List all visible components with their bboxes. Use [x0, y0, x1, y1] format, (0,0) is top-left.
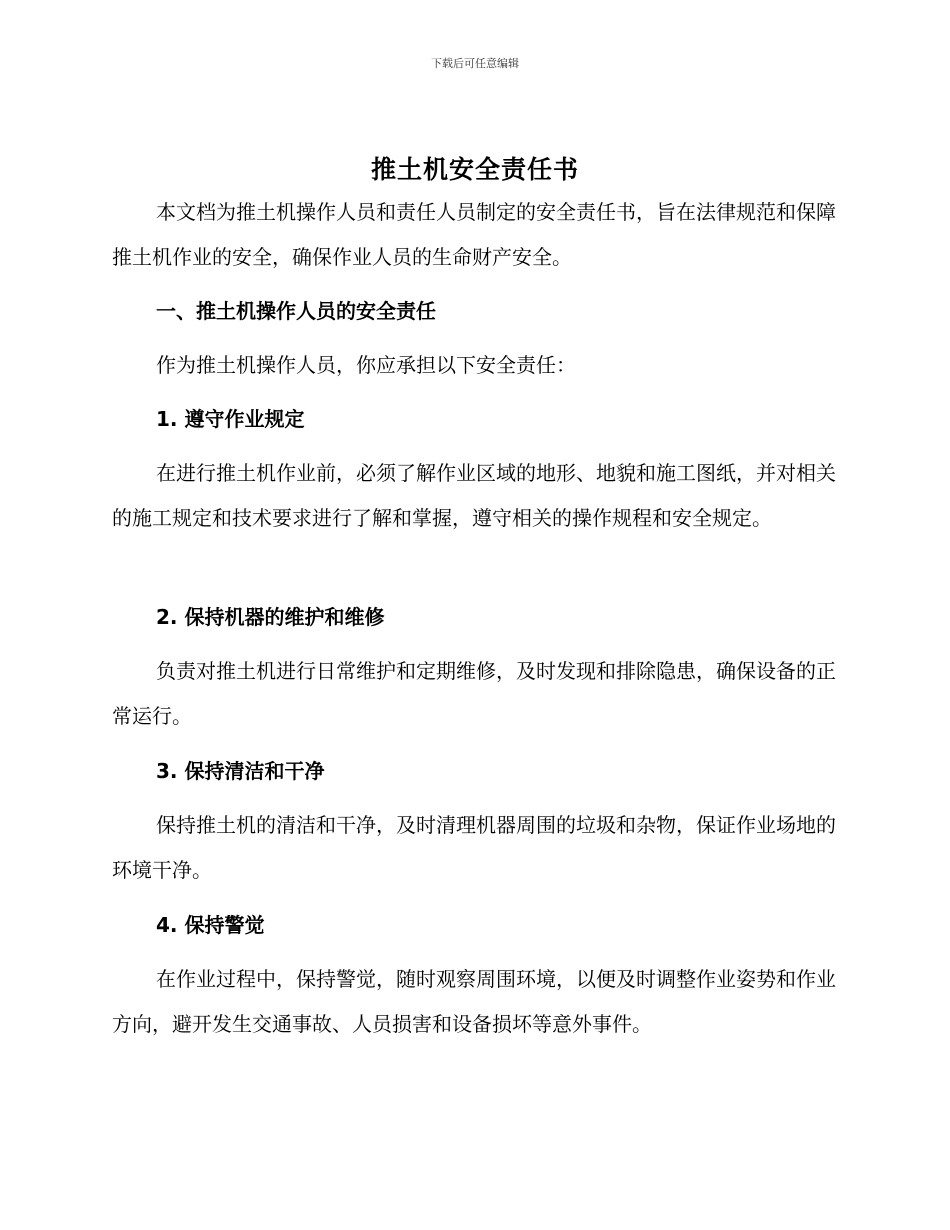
item-body-2: 负责对推土机进行日常维护和定期维修，及时发现和排除隐患，确保设备的正常运行。 — [112, 659, 836, 728]
item-body-1: 在进行推土机作业前，必须了解作业区域的地形、地貌和施工图纸，并对相关的施工规定和技术要求进行了解和掌握，遵守相关的操作规程和安全规定。 — [112, 461, 836, 530]
item-heading-2: 2. 保持机器的维护和维修 — [156, 605, 385, 629]
item-body-3: 保持推土机的清洁和干净，及时清理机器周围的垃圾和杂物，保证作业场地的环境干净。 — [112, 813, 836, 882]
item-body-4: 在作业过程中，保持警觉，随时观察周围环境，以便及时调整作业姿势和作业方向，避开发生交通事故、人员损害和设备损坏等意外事件。 — [112, 967, 836, 1036]
item-heading-4: 4. 保持警觉 — [156, 913, 265, 937]
section-heading: 一、推土机操作人员的安全责任 — [156, 299, 436, 323]
document-title: 推土机安全责任书 — [370, 155, 579, 184]
intro-paragraph: 本文档为推土机操作人员和责任人员制定的安全责任书，旨在法律规范和保障推土机作业的安全，确保作业人员的生命财产安全。 — [112, 200, 836, 269]
header-note: 下载后可任意编辑 — [431, 57, 519, 70]
item-heading-1: 1. 遵守作业规定 — [156, 407, 305, 431]
item-heading-3: 3. 保持清洁和干净 — [156, 759, 325, 783]
section-lead: 作为推土机操作人员，你应承担以下安全责任： — [156, 353, 576, 377]
